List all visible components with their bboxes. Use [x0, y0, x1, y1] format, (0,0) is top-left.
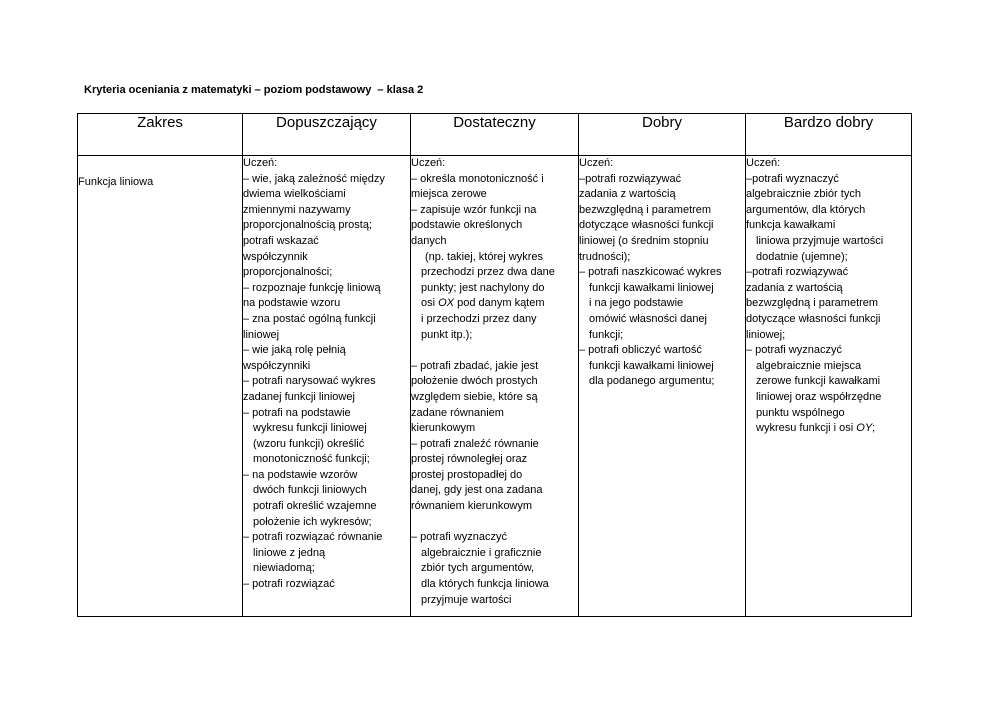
criteria-line: zadania z wartością	[746, 281, 843, 294]
topic-label: Funkcja liniowa	[78, 176, 154, 188]
criteria-line: – potrafi rozwiązać	[243, 578, 335, 591]
criteria-line: zadane równaniem	[411, 406, 504, 419]
criteria-line: liniowe z jedną	[253, 546, 326, 559]
criteria-line: omówić własności danej	[589, 312, 707, 325]
topic-cell	[78, 156, 243, 617]
criteria-line: – zna postać ogólną funkcji	[243, 312, 376, 325]
criteria-line: zadanej funkcji liniowej	[243, 390, 355, 403]
criteria-line: wykresu funkcji i osi OY;	[756, 422, 876, 435]
criteria-line: niewiadomą;	[253, 562, 315, 575]
criteria-line: liniowej oraz współrzędne	[756, 390, 882, 403]
criteria-line: proporcjonalnością prostą;	[243, 219, 373, 232]
criteria-line: algebraicznie miejsca	[756, 359, 862, 372]
criteria-line: algebraicznie zbiór tych	[746, 188, 861, 201]
criteria-line: kierunkowym	[411, 422, 476, 435]
criteria-line: – wie, jaką zależność między	[243, 172, 385, 185]
criteria-table	[77, 113, 912, 617]
criteria-line: dwóch funkcji liniowych	[253, 484, 367, 497]
criteria-line: danych	[411, 234, 447, 247]
criteria-line: bezwzględną i parametrem	[746, 297, 879, 310]
criteria-line: współczynnik	[243, 250, 308, 263]
criteria-line: – wie jaką rolę pełnią	[243, 344, 346, 357]
criteria-line: punkty; jest nachylony do	[421, 281, 545, 294]
criteria-line: dla podanego argumentu;	[589, 375, 715, 388]
header-zakres: Zakres	[78, 114, 243, 156]
criteria-line: trudności);	[579, 250, 631, 263]
criteria-line: – na podstawie wzorów	[243, 468, 358, 481]
criteria-line: prostej prostopadłej do	[411, 468, 523, 481]
criteria-line: przyjmuje wartości	[421, 593, 512, 606]
criteria-line: proporcjonalności;	[243, 266, 333, 279]
criteria-line: – potrafi wyznaczyć	[411, 531, 507, 544]
criteria-row	[78, 156, 912, 617]
criteria-line: – rozpoznaje funkcję liniową	[243, 281, 381, 294]
criteria-line: dwiema wielkościami	[243, 188, 346, 201]
criteria-line: –potrafi wyznaczyć	[746, 172, 839, 185]
criteria-line: zbiór tych argumentów,	[421, 562, 535, 575]
criteria-line: (np. takiej, której wykres	[425, 250, 543, 263]
header-bardzo-dobry: Bardzo dobry	[746, 114, 912, 156]
criteria-line: osi OX pod danym kątem	[421, 297, 545, 310]
document-title: Kryteria oceniania z matematyki – poziom podstawowy – klasa 2	[84, 84, 424, 96]
criteria-line: – potrafi znaleźć równanie	[411, 437, 539, 450]
criteria-line: danej, gdy jest ona zadana	[411, 484, 543, 497]
dobry-cell	[579, 156, 746, 617]
criteria-line: punktu wspólnego	[756, 406, 845, 419]
criteria-line: – potrafi rozwiązać równanie	[243, 531, 383, 544]
criteria-line: położenie dwóch prostych	[411, 375, 538, 388]
criteria-line: Uczeń:	[411, 157, 446, 169]
criteria-line: zadania z wartością	[579, 188, 676, 201]
criteria-line: dodatnie (ujemne);	[756, 250, 848, 263]
criteria-line: – potrafi zbadać, jakie jest	[411, 359, 539, 372]
criteria-line: prostej równoległej oraz	[411, 453, 528, 466]
criteria-line: funkcja kawałkami	[746, 219, 836, 232]
criteria-line: punkt itp.);	[421, 328, 473, 341]
dostateczny-cell	[411, 156, 579, 617]
criteria-line: algebraicznie i graficznie	[421, 546, 542, 559]
criteria-line: (wzoru funkcji) określić	[253, 437, 365, 450]
dopuszczajacy-cell	[243, 156, 411, 617]
criteria-line	[411, 515, 578, 531]
criteria-line: funkcji kawałkami liniowej	[589, 359, 714, 372]
criteria-line: dotyczące własności funkcji	[746, 312, 881, 325]
criteria-line: dotyczące własności funkcji	[579, 219, 714, 232]
criteria-line: liniowej	[243, 328, 280, 341]
criteria-line: Uczeń:	[579, 157, 614, 169]
criteria-line: funkcji;	[589, 328, 624, 341]
criteria-line: funkcji kawałkami liniowej	[589, 281, 714, 294]
criteria-line: – potrafi wyznaczyć	[746, 344, 842, 357]
criteria-line: – zapisuje wzór funkcji na	[411, 203, 537, 216]
criteria-line: – potrafi naszkicować wykres	[579, 266, 722, 279]
criteria-line: bezwzględną i parametrem	[579, 203, 712, 216]
criteria-line: monotoniczność funkcji;	[253, 453, 370, 466]
criteria-line: współczynniki	[243, 359, 311, 372]
criteria-line: i na jego podstawie	[589, 297, 684, 310]
criteria-line: dla których funkcja liniowa	[421, 578, 549, 591]
header-dostateczny: Dostateczny	[411, 114, 579, 156]
criteria-line: na podstawie wzoru	[243, 297, 341, 310]
header-dobry: Dobry	[579, 114, 746, 156]
criteria-line: potrafi określić wzajemne	[253, 500, 377, 513]
criteria-line: względem siebie, które są	[411, 390, 538, 403]
criteria-line: potrafi wskazać	[243, 234, 319, 247]
header-row	[78, 114, 912, 156]
criteria-line	[411, 343, 578, 359]
criteria-line: podstawie określonych	[411, 219, 523, 232]
criteria-line: Uczeń:	[746, 157, 781, 169]
criteria-line: miejsca zerowe	[411, 188, 487, 201]
header-dopuszczajacy: Dopuszczający	[243, 114, 411, 156]
criteria-line: liniowej (o średnim stopniu	[579, 234, 709, 247]
bardzo-dobry-cell	[746, 156, 912, 617]
criteria-line: – potrafi na podstawie	[243, 406, 351, 419]
criteria-line: –potrafi rozwiązywać	[579, 172, 682, 185]
criteria-line: Uczeń:	[243, 157, 278, 169]
criteria-line: i przechodzi przez dany	[421, 312, 537, 325]
criteria-line: argumentów, dla których	[746, 203, 866, 216]
criteria-line: liniowa przyjmuje wartości	[756, 234, 884, 247]
criteria-line: – określa monotoniczność i	[411, 172, 544, 185]
criteria-line: przechodzi przez dwa dane	[421, 266, 555, 279]
criteria-line: wykresu funkcji liniowej	[253, 422, 367, 435]
criteria-line: równaniem kierunkowym	[411, 500, 533, 513]
criteria-line: położenie ich wykresów;	[253, 515, 372, 528]
criteria-line: – potrafi narysować wykres	[243, 375, 376, 388]
criteria-line: liniowej;	[746, 328, 786, 341]
criteria-line: –potrafi rozwiązywać	[746, 266, 849, 279]
criteria-line: zerowe funkcji kawałkami	[756, 375, 881, 388]
criteria-line: – potrafi obliczyć wartość	[579, 344, 702, 357]
criteria-line: zmiennymi nazywamy	[243, 203, 351, 216]
